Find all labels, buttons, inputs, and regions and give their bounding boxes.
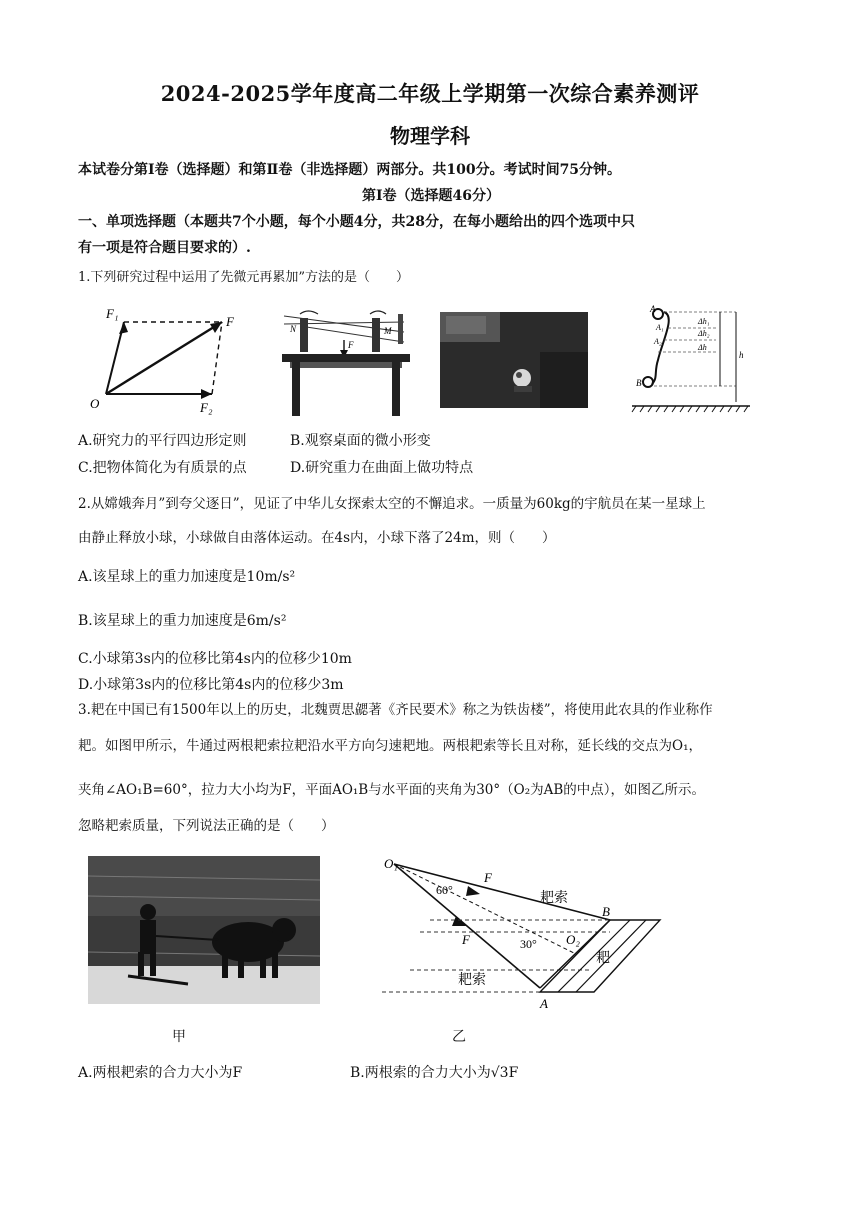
label-f-bottom: F [462, 932, 470, 947]
exam-intro: 本试卷分第Ⅰ卷（选择题）和第Ⅱ卷（非选择题）两部分。共100分。考试时间75分钟。 [78, 162, 622, 178]
q3-option-a: A.两根耙索的合力大小为F [78, 1065, 243, 1081]
q3-stem-line4: 忽略耙索质量，下列说法正确的是（ ） [78, 818, 335, 834]
label-rope-bottom: 耙索 [458, 972, 486, 988]
label-a1: A₁ [656, 323, 664, 332]
q1-figure-photo [440, 312, 588, 408]
label-o: O [90, 396, 100, 411]
q1-figure-desk-deformation [278, 302, 414, 420]
q2-option-a: A.该星球上的重力加速度是10m/s² [78, 569, 296, 585]
label-dh1: Δh₁ [698, 317, 710, 326]
label-a2: A₂ [654, 337, 662, 346]
q1-stem: 1.下列研究过程中运用了先微元再累加”方法的是（ ） [78, 270, 410, 285]
label-m: M [384, 326, 392, 336]
q2-option-d: D.小球第3s内的位移比第4s内的位移少3m [78, 677, 344, 693]
label-f-top: F [484, 870, 492, 885]
part1-heading: 第Ⅰ卷（选择题46分） [361, 188, 501, 204]
q1-option-a: A.研究力的平行四边形定则 [78, 433, 247, 449]
section1-heading-line1: 一、单项选择题（本题共7个小题，每个小题4分，共28分，在每小题给出的四个选项中只 [78, 214, 635, 230]
exam-title: 2024-2025学年度高二年级上学期第一次综合素养测评 [160, 81, 700, 106]
q2-stem-line2: 由静止释放小球，小球做自由落体运动。在4s内，小球下落了24m，则（ ） [78, 530, 556, 546]
label-force: F [348, 340, 354, 350]
label-o2: O₂ [566, 932, 580, 947]
label-a: A [650, 304, 656, 314]
label-f1: F₁ [106, 306, 119, 321]
q2-stem-line1: 2.从嫦娥奔月”到夸父逐日”，见证了中华儿女探索太空的不懈追求。一质量为60kg的宇航员在某一星球上 [78, 496, 706, 512]
label-dh: Δh [698, 343, 707, 352]
q2-option-c: C.小球第3s内的位移比第4s内的位移少10m [78, 651, 352, 667]
q3-stem-line2: 耙。如图甲所示，牛通过两根耙索拉耙沿水平方向匀速耙地。两根耙索等长且对称，延长线的交点为O₁， [78, 738, 702, 754]
q3-stem-line1: 3.耙在中国已有1500年以上的历史，北魏贾思勰著《齐民要术》称之为铁齿楼”，将使用此农具的作业称作 [78, 702, 713, 718]
label-dh2: Δh₂ [698, 329, 710, 338]
q1-option-d: D.研究重力在曲面上做功特点 [290, 460, 474, 476]
subject-title: 物理学科 [390, 124, 470, 148]
label-o1: O₁ [384, 856, 398, 871]
label-a: A [540, 996, 548, 1011]
q2-option-b: B.该星球上的重力加速度是6m/s² [78, 613, 287, 629]
q3-stem-line3: 夹角∠AO₁B=60°，拉力大小均为F，平面AO₁B与水平面的夹角为30°（O₂为AB的中点），如图乙所示。 [78, 782, 706, 798]
q1-option-b: B.观察桌面的微小形变 [290, 433, 431, 449]
label-harrow: 耙 [596, 950, 610, 966]
label-30deg: 30° [520, 937, 537, 951]
q1-figure-curve-work [628, 302, 760, 420]
label-f: F [226, 314, 234, 329]
q3-caption-jia: 甲 [172, 1029, 186, 1045]
section1-heading-line2: 有一项是符合题目要求的）. [78, 240, 251, 256]
q3-caption-yi: 乙 [452, 1029, 466, 1045]
label-b: B [636, 378, 642, 388]
label-b: B [602, 904, 610, 919]
label-60deg: 60° [436, 883, 453, 897]
q3-option-b: B.两根索的合力大小为√3F [350, 1065, 519, 1081]
label-h: h [739, 350, 744, 360]
label-f2: F₂ [200, 400, 213, 415]
q3-figure-photo-ox [88, 856, 320, 1004]
q3-figure-rope-diagram [380, 852, 676, 1012]
label-n: N [290, 324, 297, 334]
q1-option-c: C.把物体简化为有质景的点 [78, 460, 247, 476]
q1-figure-parallelogram [88, 302, 248, 420]
label-rope-top: 耙索 [540, 890, 568, 906]
